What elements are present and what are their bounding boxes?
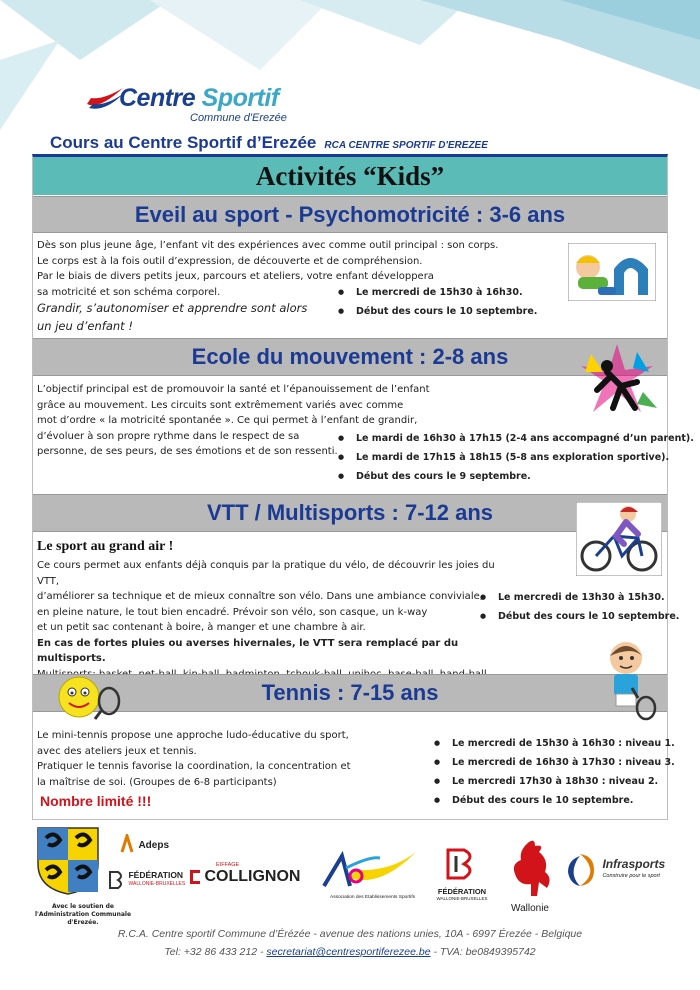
text-line: Le corps est à la fois outil d’expression, de découverte et de compréhension. bbox=[37, 255, 423, 267]
aes-swoosh-icon bbox=[320, 848, 420, 890]
fwb-logo-2 bbox=[434, 846, 490, 901]
section-4-heading: Tennis : 7-15 ans bbox=[261, 680, 439, 705]
text-line: mot d’ordre « la motricité spontanée ». Ce qui permet à l’enfant de grandir, bbox=[37, 415, 418, 426]
text-line: Pratiquer le tennis favorise la coordination, la concentration et bbox=[37, 761, 351, 772]
fwb-logo-1 bbox=[108, 870, 185, 890]
page-title-small: RCA CENTRE SPORTIF D'EREZEE bbox=[324, 140, 488, 151]
movement-silhouette-illustration bbox=[577, 342, 659, 422]
fwb-subtitle: WALLONIE-BRUXELLES bbox=[128, 881, 186, 887]
text-line: d’évoluer à son propre rythme dans le respect de sa bbox=[37, 430, 300, 442]
logo-main-text: Centre bbox=[119, 84, 202, 112]
fwb2-title: FÉDÉRATION bbox=[437, 887, 487, 896]
footer-address: R.C.A. Centre sportif Commune d’Érézée - avenue des nations unies, 10A - 6997 Érezée - Belgique bbox=[117, 928, 583, 940]
section-4-schedule bbox=[434, 734, 675, 810]
erezee-coat-of-arms bbox=[36, 826, 100, 896]
fwb2-subtitle: WALLONIE-BRUXELLES bbox=[436, 896, 488, 901]
text-line: Ce cours permet aux enfants déjà conquis par la pratique du vélo, de découvrir les joies du VTT, bbox=[37, 560, 495, 587]
text-line: Par le biais de divers petits jeux, parcours et ateliers, votre enfant développera bbox=[37, 271, 434, 282]
tennis-ball-mascot-icon bbox=[55, 671, 125, 721]
main-title-band bbox=[33, 157, 667, 195]
schedule-item: ● Le mercredi de 13h30 à 15h30. bbox=[480, 588, 679, 607]
collignon-icon bbox=[190, 870, 200, 884]
wallonie-text: Wallonie bbox=[511, 903, 549, 914]
schedule-item: ● Le mercredi de 15h30 à 16h30. bbox=[338, 283, 537, 302]
aes-text: Association des Etablissements Sportifs bbox=[330, 895, 416, 900]
section-2-heading: Ecole du mouvement : 2-8 ans bbox=[191, 344, 509, 369]
support-text: Avec le soutien de l'Administration Communale d'Erezée. bbox=[34, 903, 132, 926]
schedule-item: ● Le mercredi 17h30 à 18h30 : niveau 2. bbox=[434, 772, 675, 791]
schedule-item: ● Le mercredi de 15h30 à 16h30 : niveau 1. bbox=[434, 734, 675, 753]
section-1-heading: Eveil au sport - Psychomotricité : 3-6 ans bbox=[134, 201, 566, 227]
tennis-boy-illustration bbox=[596, 636, 662, 722]
schedule-item: ● Début des cours le 10 septembre. bbox=[434, 791, 675, 810]
aes-logo bbox=[320, 848, 430, 900]
centre-sportif-logo bbox=[85, 80, 287, 132]
adeps-logo bbox=[120, 834, 169, 854]
collignon-text: COLLIGNON bbox=[204, 868, 301, 885]
text-line: personne, de ses peurs, de ses émotions et de son ressenti. bbox=[37, 446, 338, 457]
wallonie-logo bbox=[502, 838, 558, 914]
section-1-schedule bbox=[338, 283, 537, 321]
rooster-icon bbox=[505, 838, 555, 900]
text-line: Dès son plus jeune âge, l’enfant vit des expériences avec comme outil principal : son corps. bbox=[37, 240, 499, 251]
limited-places-notice: Nombre limité !!! bbox=[40, 793, 152, 809]
section-2-schedule bbox=[338, 429, 694, 486]
text-line: et un petit sac contenant à boire, à manger et une chambre à air. bbox=[37, 622, 366, 633]
collignon-logo bbox=[190, 862, 300, 886]
fwb-title: FÉDÉRATION bbox=[128, 870, 184, 880]
footer-tel: Tel: +32 86 433 212 - bbox=[164, 946, 267, 958]
section-4-heading-band bbox=[33, 674, 667, 712]
section-4-text bbox=[37, 728, 397, 790]
text-line: d’améliorer sa technique et de mieux connaître son vélo. Dans une ambiance conviviale, bbox=[37, 591, 483, 602]
page-title bbox=[50, 133, 488, 153]
section-3-heading-band bbox=[33, 494, 667, 532]
child-tunnel-illustration bbox=[568, 243, 656, 301]
section-3-subheading: Le sport au grand air ! bbox=[37, 539, 174, 554]
italic-line: un jeu d’enfant ! bbox=[37, 319, 133, 333]
footer-tva: - TVA: be0849395742 bbox=[430, 946, 536, 958]
schedule-item: ● Le mardi de 17h15 à 18h15 (5-8 ans exploration sportive). bbox=[338, 448, 694, 467]
section-3-schedule bbox=[480, 588, 679, 626]
italic-line: Grandir, s’autonomiser et apprendre sont alors bbox=[37, 301, 308, 315]
bike-rider-illustration bbox=[576, 502, 662, 576]
infrasports-icon bbox=[562, 850, 598, 890]
schedule-item: ● Le mercredi de 16h30 à 17h30 : niveau 3. bbox=[434, 753, 675, 772]
fwb-icon bbox=[108, 870, 124, 890]
schedule-item: ● Début des cours le 10 septembre. bbox=[338, 302, 537, 321]
section-3-heading: VTT / Multisports : 7-12 ans bbox=[206, 500, 494, 525]
main-title: Activités “Kids” bbox=[255, 160, 445, 191]
text-line: la maîtrise de soi. (Groupes de 6-8 participants) bbox=[37, 776, 277, 788]
text-line: sa motricité et son schéma corporel. bbox=[37, 286, 221, 298]
bold-notice: En cas de fortes pluies ou averses hivernales, le VTT sera remplacé par du multisports. bbox=[37, 637, 459, 664]
adeps-icon bbox=[120, 834, 134, 854]
section-1-heading-band bbox=[33, 196, 667, 233]
eiffage-text: EIFFAGE bbox=[216, 862, 240, 868]
footer-contact bbox=[0, 946, 700, 958]
schedule-item: ● Début des cours le 10 septembre. bbox=[480, 607, 679, 626]
schedule-item: ● Début des cours le 9 septembre. bbox=[338, 467, 694, 486]
text-line: avec des ateliers jeux et tennis. bbox=[37, 745, 197, 757]
infra-subtitle: Construire pour le sport bbox=[602, 873, 660, 879]
logo-subtitle: Commune d'Erezée bbox=[190, 112, 287, 124]
section-1-italic bbox=[37, 299, 337, 335]
schedule-item: ● Le mardi de 16h30 à 17h15 (2-4 ans accompagné d’un parent). bbox=[338, 429, 694, 448]
infra-title: Infrasports bbox=[602, 857, 666, 871]
infrasports-logo bbox=[562, 850, 672, 890]
text-line: L’objectif principal est de promouvoir la santé et l’épanouissement de l’enfant bbox=[37, 384, 430, 395]
fwb-large-icon bbox=[442, 846, 482, 882]
page-title-text: Cours au Centre Sportif d’Erezée bbox=[50, 133, 317, 152]
text-line: grâce au mouvement. Les circuits sont extrêmement variés avec comme bbox=[37, 399, 404, 411]
footer-email-link[interactable]: secretariat@centresportiferezee.be bbox=[266, 946, 431, 958]
text-line: en pleine nature, le tout bien encadré. Prévoir son vélo, son casque, un k-way bbox=[37, 606, 428, 618]
text-line: Le mini-tennis propose une approche ludo-éducative du sport, bbox=[37, 730, 349, 741]
adeps-text: Adeps bbox=[138, 840, 170, 852]
section-2-heading-band bbox=[33, 338, 667, 376]
logo-accent-text: Sportif bbox=[201, 84, 279, 112]
